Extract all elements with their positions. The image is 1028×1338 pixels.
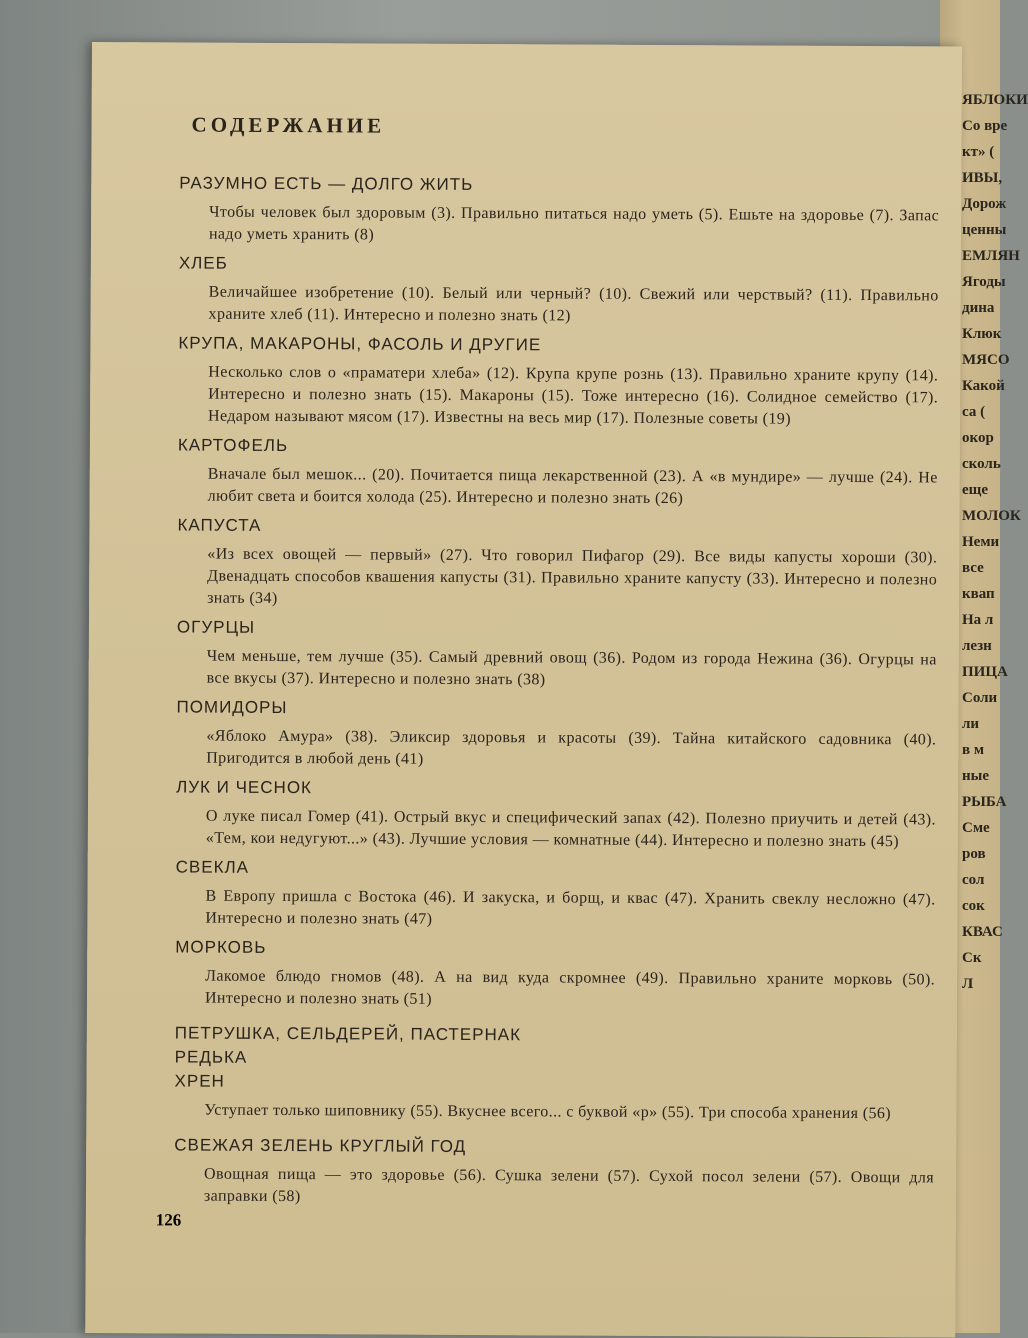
section-heading: ХРЕН <box>174 1071 225 1091</box>
next-page-fragment: Ск <box>962 950 982 966</box>
next-page-fragment: Какой <box>962 378 1005 394</box>
next-page-fragment: КВАС <box>962 924 1003 940</box>
section-heading: КАПУСТА <box>177 515 262 535</box>
toc-section <box>175 1021 935 1049</box>
toc-section <box>178 331 938 431</box>
section-heading: СВЕЖАЯ ЗЕЛЕНЬ КРУГЛЫЙ ГОД <box>174 1135 467 1156</box>
next-page-fragment: МОЛОК <box>962 508 1021 524</box>
section-entries: О луке писал Гомер (41). Острый вкус и специфический запах (42). Полезно приучить и детей (43). «Тем, кои недугуют...» (43). Лучшие условия — комнатные (44). Интересно и полезно знать (45) <box>205 807 936 851</box>
section-entries: Чем меньше, тем лучше (35). Самый древний овощ (36). Родом из города Нежина (36). Огурцы на все вкусы (37). Интересно и полезно знать (38) <box>206 647 937 689</box>
section-heading: КРУПА, МАКАРОНЫ, ФАСОЛЬ И ДРУГИЕ <box>178 333 542 355</box>
toc-section <box>177 513 937 613</box>
next-page-fragment: са ( <box>962 404 986 420</box>
next-page-fragment: лезн <box>962 638 992 654</box>
next-page-fragment: ЕМЛЯН <box>962 248 1020 264</box>
toc-section <box>178 433 938 511</box>
toc-section <box>179 251 939 329</box>
section-heading: КАРТОФЕЛЬ <box>177 435 289 456</box>
section-heading: РЕДЬКА <box>174 1047 248 1067</box>
next-page-fragment: Неми <box>962 534 1000 550</box>
next-page-fragment: Ягоды <box>962 274 1006 290</box>
toc-section <box>175 935 935 1013</box>
section-heading: МОРКОВЬ <box>175 937 267 957</box>
toc-section <box>175 855 935 933</box>
toc-section <box>174 1069 934 1125</box>
section-entries: Уступает только шиповнику (55). Вкуснее всего... с буквой «р» (55). Три способа хранения (56) <box>204 1101 892 1123</box>
section-entries: Величайшее изобретение (10). Белый или черный? (10). Свежий или черствый? (11). Правильно храните хлеб (11). Интересно и полезно знать (12) <box>208 283 939 325</box>
next-page-fragment: РЫБА <box>962 794 1007 810</box>
next-page-fragment: Л <box>962 976 974 992</box>
next-page-fragment: квап <box>962 586 995 602</box>
next-page-fragment: сол <box>962 872 985 888</box>
book-page <box>85 42 962 1338</box>
section-heading: РАЗУМНО ЕСТЬ — ДОЛГО ЖИТЬ <box>179 173 474 194</box>
next-page-fragment: дина <box>962 300 995 316</box>
next-page-fragment: ЯБЛОКИ <box>962 92 1028 108</box>
section-heading: ПЕТРУШКА, СЕЛЬДЕРЕЙ, ПАСТЕРНАК <box>174 1023 522 1045</box>
section-heading: ПОМИДОРЫ <box>176 697 288 718</box>
next-page-fragment: ные <box>962 768 990 784</box>
section-entries: «Яблоко Амура» (38). Эликсир здоровья и красоты (39). Тайна китайского садовника (40). Пригодится в любой день (41) <box>206 727 937 768</box>
next-page-fragment: Со вре <box>962 118 1008 134</box>
section-heading: ЛУК И ЧЕСНОК <box>176 777 313 798</box>
next-page-fragment: все <box>962 560 984 576</box>
section-heading: ОГУРЦЫ <box>176 617 256 637</box>
toc-section <box>176 695 936 773</box>
toc-section <box>174 1133 934 1211</box>
next-page-fragment: Сме <box>962 820 990 836</box>
section-entries: Лакомое блюдо гномов (48). А на вид куда скромнее (49). Правильно храните морковь (50). Интересно и полезно знать (51) <box>204 967 936 1008</box>
section-entries: Вначале был мешок... (20). Почитается пища лекарственной (23). А «в мундире» — лучше (24). Не любит света и боится холода (25). Интересно и полезно знать (26) <box>207 465 938 508</box>
page-number: 126 <box>155 1210 182 1230</box>
section-entries: В Европу пришла с Востока (46). И закуска, и борщ, и квас (47). Хранить свеклу несложно (47). Интересно и полезно знать (47) <box>205 887 936 928</box>
next-page-fragment: еще <box>962 482 988 498</box>
next-page-fragment: МЯСО <box>962 352 1010 368</box>
page-title: СОДЕРЖАНИЕ <box>191 112 386 138</box>
next-page-fragment: кт» ( <box>962 144 995 160</box>
next-page-fragment: Дорож <box>962 196 1007 212</box>
next-page-fragment: Соли <box>962 690 998 706</box>
section-entries: Чтобы человек был здоровым (3). Правильно питаться надо уметь (5). Ешьте на здоровье (7). Запас надо уметь хранить (8) <box>208 203 940 244</box>
next-page-fragment: сколь <box>962 456 1001 472</box>
section-heading: СВЕКЛА <box>175 857 250 877</box>
next-page-fragment: ценны <box>962 222 1007 238</box>
toc-section <box>177 615 937 693</box>
next-page-fragment: в м <box>962 742 985 758</box>
toc-section <box>179 171 939 249</box>
next-page-fragment: На л <box>962 612 994 628</box>
next-page-fragment: сок <box>962 898 985 914</box>
next-page-fragment: ли <box>962 716 980 732</box>
next-page-fragment: ПИЦА <box>962 664 1008 680</box>
section-heading: ХЛЕБ <box>178 253 228 273</box>
next-page-fragment: Клюк <box>962 326 1002 342</box>
section-entries: Овощная пища — это здоровье (56). Сушка зелени (57). Сухой посол зелени (57). Овощи для заправки (58) <box>203 1165 935 1206</box>
next-page-fragment: ров <box>962 846 986 862</box>
table-of-contents <box>174 112 940 1217</box>
next-page-fragment: окор <box>962 430 994 446</box>
toc-section <box>176 775 936 853</box>
section-entries: Несколько слов о «праматери хлеба» (12). Крупа крупе рознь (13). Правильно храните крупу (14). Интересно и полезно знать (15). Макароны (15). Тоже интересно (16). Солидное семейство (17). Недаром называют мясом (17). Известны на весь мир (17). Полезные советы (19) <box>207 363 939 428</box>
next-page-fragment: ИВЫ, <box>962 170 1003 186</box>
section-entries: «Из всех овощей — первый» (27). Что говорил Пифагор (29). Все виды капусты хороши (30). Двенадцать способов квашения капусты (31). Правильно храните капусту (33). Интересно и полезно знать (34) <box>207 545 938 607</box>
